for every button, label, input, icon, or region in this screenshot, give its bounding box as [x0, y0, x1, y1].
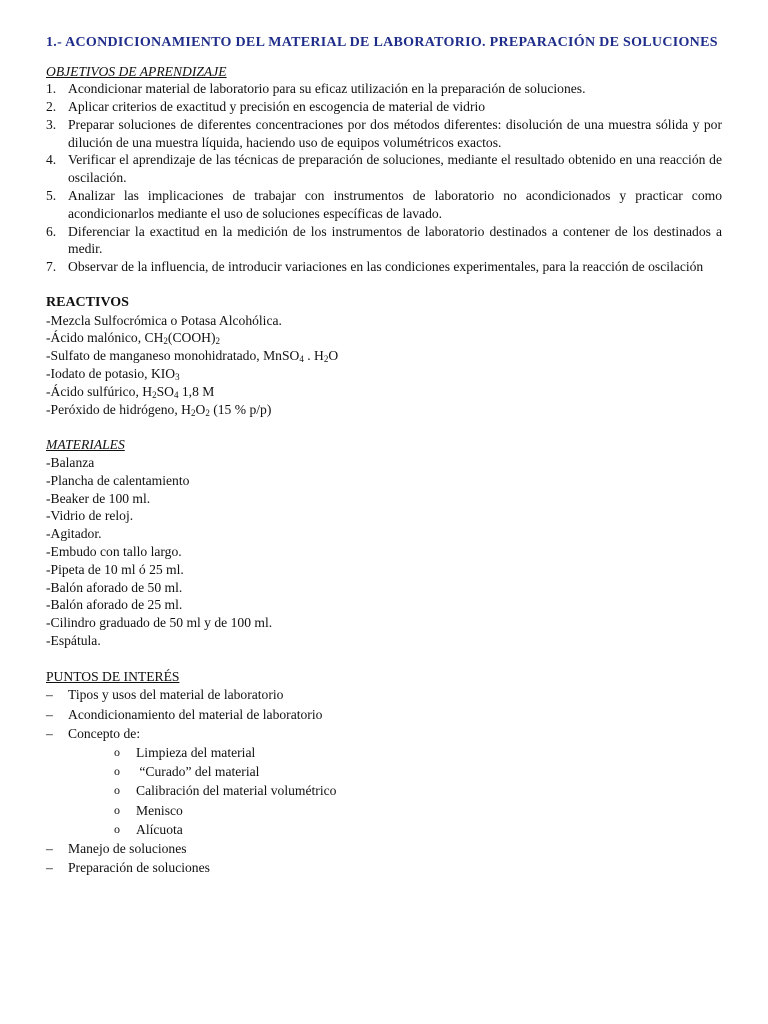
circle-bullet: o: [114, 821, 120, 836]
item-number: 2.: [46, 99, 57, 115]
list-item: -Mezcla Sulfocrómica o Potasa Alcohólica.: [46, 312, 282, 328]
item-text: Limpieza del material: [136, 745, 256, 760]
item-text: Menisco: [136, 802, 183, 818]
circle-bullet: o: [114, 802, 120, 817]
list-item: [46, 80, 722, 98]
dash-bullet: –: [46, 687, 53, 703]
list-item: [46, 116, 722, 152]
item-number: 1.: [46, 81, 57, 97]
list-item: [46, 98, 722, 116]
concepto-sublist: [46, 743, 722, 839]
list-item: -Balón aforado de 50 ml.: [46, 579, 183, 595]
item-text: Analizar las implicaciones de trabajar con instrumentos de laboratorio no acondicionados y practicar como acondicionarlos mediante el uso de soluciones específicas de lavado.: [68, 188, 722, 221]
item-text: Acondicionar material de laboratorio para su eficaz utilización en la preparación de soluciones.: [68, 81, 586, 97]
list-item: -Ácido malónico, $CH_2(COOH)_2$: [46, 330, 220, 347]
list-item: -Agitador.: [46, 526, 102, 542]
item-number: 3.: [46, 116, 57, 132]
dash-bullet: –: [46, 860, 53, 876]
dash-bullet: –: [46, 725, 53, 741]
item-text: Observar de la influencia, de introducir variaciones en las condiciones experimentales, para la reacción de oscilación: [68, 259, 704, 275]
list-item: [46, 258, 722, 276]
item-number: 7.: [46, 259, 57, 275]
item-number: 5.: [46, 188, 57, 204]
reactivos-list: [46, 312, 722, 419]
puntos-list: [46, 685, 722, 743]
list-item: -Cilindro graduado de 50 ml y de 100 ml.: [46, 615, 273, 631]
item-text: “Curado” del material: [136, 764, 260, 780]
list-item: [46, 223, 722, 259]
list-item: [46, 187, 722, 223]
list-item: -Embudo con tallo largo.: [46, 544, 182, 560]
list-item: -Espátula.: [46, 633, 101, 648]
list-item: [46, 705, 722, 724]
item-text: Alícuota: [136, 821, 183, 837]
list-item: -Balón aforado de 25 ml.: [46, 597, 183, 613]
item-text: Tipos y usos del material de laboratorio: [68, 687, 284, 703]
list-item: -Vidrio de reloj.: [46, 508, 134, 524]
item-text: Preparación de soluciones: [68, 860, 210, 876]
dash-bullet: –: [46, 841, 53, 857]
objetivos-heading: OBJETIVOS DE APRENDIZAJE: [46, 63, 227, 79]
item-number: 6.: [46, 223, 57, 239]
objetivos-list: [46, 80, 722, 276]
item-text: Acondicionamiento del material de laboratorio: [68, 706, 323, 722]
reactivos-heading: REACTIVOS: [46, 294, 129, 310]
list-item: [46, 685, 722, 704]
item-text: Aplicar criterios de exactitud y precisión en escogencia de material de vidrio: [68, 99, 486, 115]
circle-bullet: o: [114, 764, 120, 779]
sub-list-item: [46, 743, 722, 762]
item-text: Preparar soluciones de diferentes concentraciones por dos métodos diferentes: disolución de una muestra sólida y por dilución de una muestra líquida, haciendo uso de equipos volumétricos exactos.: [68, 116, 722, 150]
list-item: -Sulfato de manganeso monohidratado, MnSO$_4$ . $H_2O$: [46, 348, 339, 365]
item-text: Verificar el aprendizaje de las técnicas de preparación de soluciones, mediante el resultado obtenido en una reacción de oscilación.: [68, 152, 722, 186]
materiales-heading: MATERIALES: [46, 437, 125, 453]
circle-bullet: o: [114, 745, 120, 759]
list-item: -Iodato de potasio, $KIO_3$: [46, 366, 180, 383]
sub-list-item: [46, 781, 722, 800]
list-item: -Ácido sulfúrico, $H_2SO_4$ 1,8 M: [46, 383, 215, 400]
list-item: -Beaker de 100 ml.: [46, 490, 151, 506]
document-title: 1.- ACONDICIONAMIENTO DEL MATERIAL DE LABORATORIO. PREPARACIÓN DE SOLUCIONES: [46, 35, 718, 50]
item-text: Manejo de soluciones: [68, 841, 187, 857]
item-text: Diferenciar la exactitud en la medición de los instrumentos de laboratorio destinados a contener de los destinados a medir.: [68, 223, 722, 257]
list-item: [46, 151, 722, 187]
list-item: [46, 858, 722, 877]
list-item: [46, 724, 722, 743]
list-item: -Pipeta de 10 ml ó 25 ml.: [46, 561, 184, 577]
sub-list-item: [46, 801, 722, 820]
sub-list-item: [46, 762, 722, 781]
materiales-list: [46, 454, 722, 650]
list-item: -Peróxido de hidrógeno, $H_2O_2$ (15 % p/p): [46, 401, 272, 418]
item-text: Concepto de:: [68, 725, 141, 741]
puntos-list-continued: [46, 839, 722, 877]
circle-bullet: o: [114, 783, 120, 798]
sub-list-item: [46, 820, 722, 839]
item-text: Calibración del material volumétrico: [136, 783, 337, 799]
puntos-heading: PUNTOS DE INTERÉS: [46, 668, 180, 684]
list-item: -Plancha de calentamiento: [46, 472, 190, 488]
list-item: [46, 839, 722, 858]
item-number: 4.: [46, 152, 57, 168]
list-item: -Balanza: [46, 455, 95, 471]
dash-bullet: –: [46, 706, 53, 722]
